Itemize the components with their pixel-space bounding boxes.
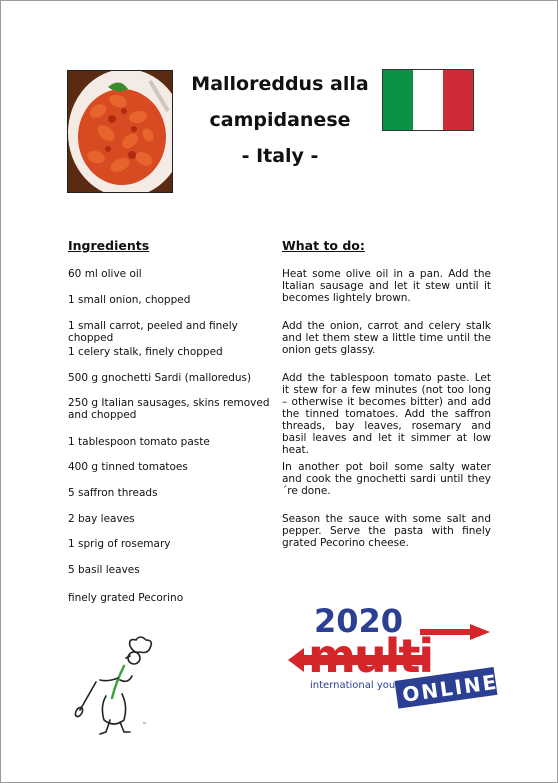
ingredient-item: 1 small onion, chopped <box>68 294 191 306</box>
ingredient-item: 5 basil leaves <box>68 564 140 576</box>
logo-year: 2020 <box>314 602 404 640</box>
instruction-step: Heat some olive oil in a pan. Add the Italian sausage and let it stew until it becomes lightely brown. <box>282 268 491 304</box>
ingredient-item: 400 g tinned tomatoes <box>68 461 188 473</box>
chef-signature: ™ <box>142 722 147 728</box>
ingredients-heading: Ingredients <box>68 238 150 253</box>
ingredient-item: finely grated Pecorino <box>68 592 184 604</box>
ingredient-item: 1 small carrot, peeled and finely chopped <box>68 320 238 344</box>
logo-badge: ONLINE <box>400 669 500 707</box>
title-line-2: campidanese <box>209 109 351 131</box>
title-line-1: Malloreddus alla <box>191 73 369 95</box>
ingredient-item: 1 sprig of rosemary <box>68 538 171 550</box>
ingredient-item: 60 ml olive oil <box>68 268 142 280</box>
instruction-step: Season the sauce with some salt and pepper. Serve the pasta with finely grated Pecorino cheese. <box>282 513 491 549</box>
logo-tagline: international you <box>310 680 396 691</box>
title-line-3: - Italy - <box>241 145 319 167</box>
flag-stripe-green <box>383 70 413 130</box>
instruction-step: In another pot boil some salty water and cook the gnochetti sardi until they´re done. <box>282 461 491 497</box>
ingredient-item: 1 celery stalk, finely chopped <box>68 346 223 358</box>
flag-stripe-red <box>443 70 473 130</box>
ingredient-item: 500 g gnochetti Sardi (malloredus) <box>68 372 252 384</box>
ingredient-item: 5 saffron threads <box>68 487 158 499</box>
instructions-heading: What to do: <box>282 238 365 253</box>
ingredient-item: 2 bay leaves <box>68 513 135 525</box>
logo-word: multi <box>308 629 433 683</box>
recipe-title <box>190 66 370 174</box>
flag-stripe-white <box>413 70 443 130</box>
instruction-step: Add the tablespoon tomato paste. Let it stew for a few minutes (not too long – otherwise it becomes bitter) and add the tinned tomatoes. Add the saffron threads, bay leaves, rosemary and basil leaves and let it simmer at low heat. <box>282 372 491 456</box>
pasta-photo <box>67 70 173 193</box>
instruction-step: Add the onion, carrot and celery stalk and let them stew a little time until the onion gets glassy. <box>282 320 491 356</box>
ingredient-item: 1 tablespoon tomato paste <box>68 436 210 448</box>
chef-illustration <box>70 636 160 736</box>
italy-flag-icon <box>382 69 474 131</box>
ingredient-item: 250 g Italian sausages, skins removed and chopped <box>68 397 270 421</box>
multi-online-logo <box>280 596 500 716</box>
